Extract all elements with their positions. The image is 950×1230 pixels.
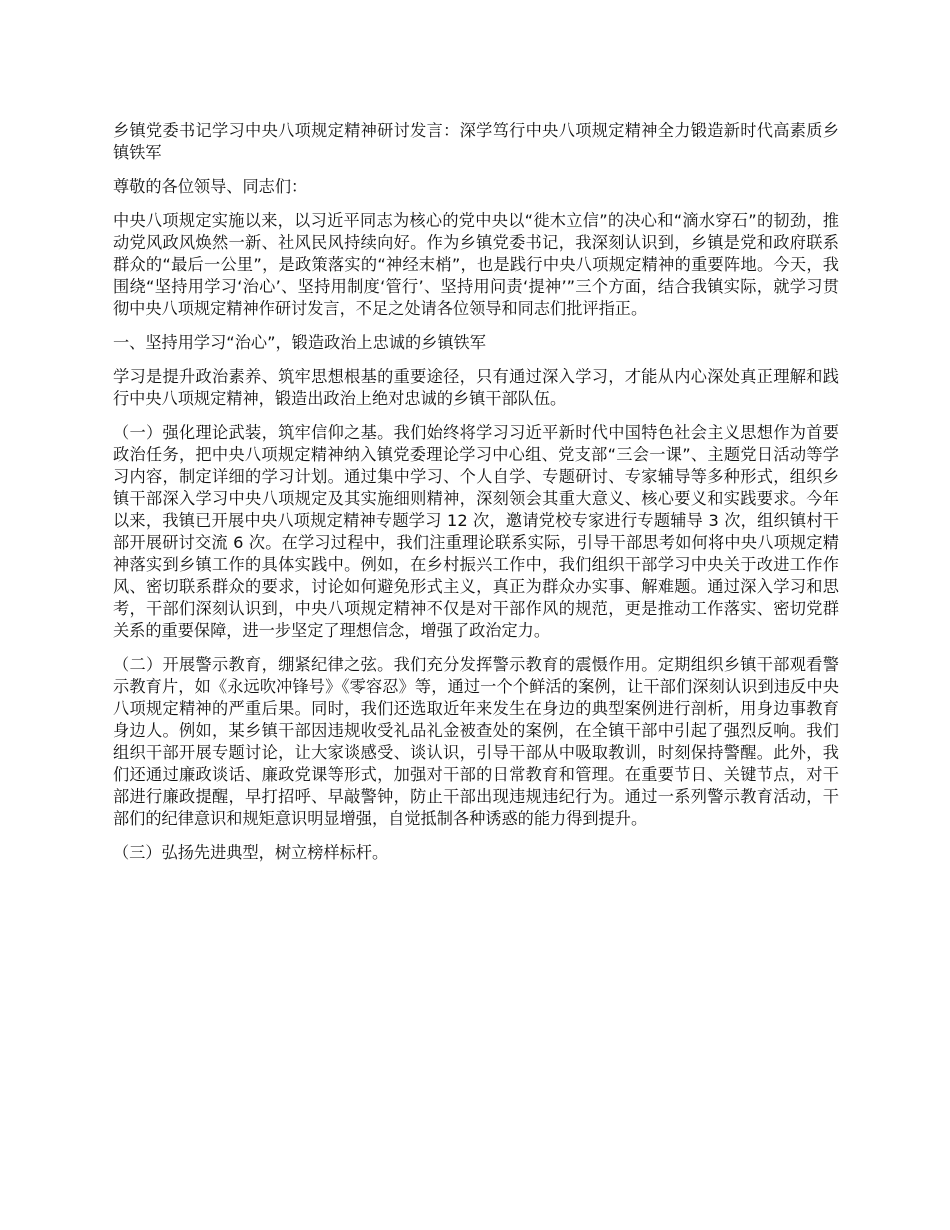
- salutation: 尊敬的各位领导、同志们：: [113, 177, 308, 196]
- section-heading-1: 一、坚持用学习“治心”，锻造政治上忠诚的乡镇铁军: [113, 333, 486, 352]
- section-1-intro-paragraph: 学习是提升政治素养、筑牢思想根基的重要途径，只有通过深入学习，才能从内心深处真正理解和践行中央八项规定精神，锻造出政治上绝对忠诚的乡镇干部队伍。: [113, 367, 839, 408]
- intro-paragraph: 中央八项规定实施以来，以习近平同志为核心的党中央以“徙木立信”的决心和“滴水穿石”的韧劲，推动党风政风焕然一新、社风民风持续向好。作为乡镇党委书记，我深刻认识到，乡镇是党和政府联系群众的“最后一公里”，是政策落实的“神经末梢”，也是践行中央八项规定精神的重要阵地。今天，我围绕“坚持用学习‘治心’、坚持用制度‘管行’、坚持用问责‘提神’”三个方面，结合我镇实际，就学习贯彻中央八项规定精神作研讨发言，不足之处请各位领导和同志们批评指正。: [113, 211, 839, 318]
- subsection-1-paragraph: （一）强化理论武装，筑牢信仰之基。我们始终将学习习近平新时代中国特色社会主义思想作为首要政治任务，把中央八项规定精神纳入镇党委理论学习中心组、党支部“三会一课”、主题党日活动等学习内容，制定详细的学习计划。通过集中学习、个人自学、专题研讨、专家辅导等多种形式，组织乡镇干部深入学习中央八项规定及其实施细则精神，深刻领会其重大意义、核心要义和实践要求。今年以来，我镇已开展中央八项规定精神专题学习 12 次，邀请党校专家进行专题辅导 3 次，组织镇村干部开展研讨交流 6 次。在学习过程中，我们注重理论联系实际，引导干部思考如何将中央八项规定精神落实到乡镇工作的具体实践中。例如，在乡村振兴工作中，我们组织干部学习中央关于改进工作作风、密切联系群众的要求，讨论如何避免形式主义，真正为群众办实事、解难题。通过深入学习和思考，干部们深刻认识到，中央八项规定精神不仅是对干部作风的规范，更是推动工作落实、密切党群关系的重要保障，进一步坚定了理想信念，增强了政治定力。: [113, 423, 839, 640]
- subsection-3-heading: （三）弘扬先进典型，树立榜样标杆。: [113, 843, 389, 862]
- document-page: [113, 120, 839, 876]
- document-title: 乡镇党委书记学习中央八项规定精神研讨发言：深学笃行中央八项规定精神全力锻造新时代高素质乡镇铁军: [113, 121, 839, 162]
- subsection-2-paragraph: （二）开展警示教育，绷紧纪律之弦。我们充分发挥警示教育的震慑作用。定期组织乡镇干部观看警示教育片，如《永远吹冲锋号》《零容忍》等，通过一个个鲜活的案例，让干部们深刻认识到违反中央八项规定精神的严重后果。同时，我们还选取近年来发生在身边的典型案例进行剖析，用身边事教育身边人。例如，某乡镇干部因违规收受礼品礼金被查处的案例，在全镇干部中引起了强烈反响。我们组织干部开展专题讨论，让大家谈感受、谈认识，引导干部从中吸取教训，时刻保持警醒。此外，我们还通过廉政谈话、廉政党课等形式，加强对干部的日常教育和管理。在重要节日、关键节点，对干部进行廉政提醒，早打招呼、早敲警钟，防止干部出现违规违纪行为。通过一系列警示教育活动，干部们的纪律意识和规矩意识明显增强，自觉抵制各种诱惑的能力得到提升。: [113, 655, 839, 828]
